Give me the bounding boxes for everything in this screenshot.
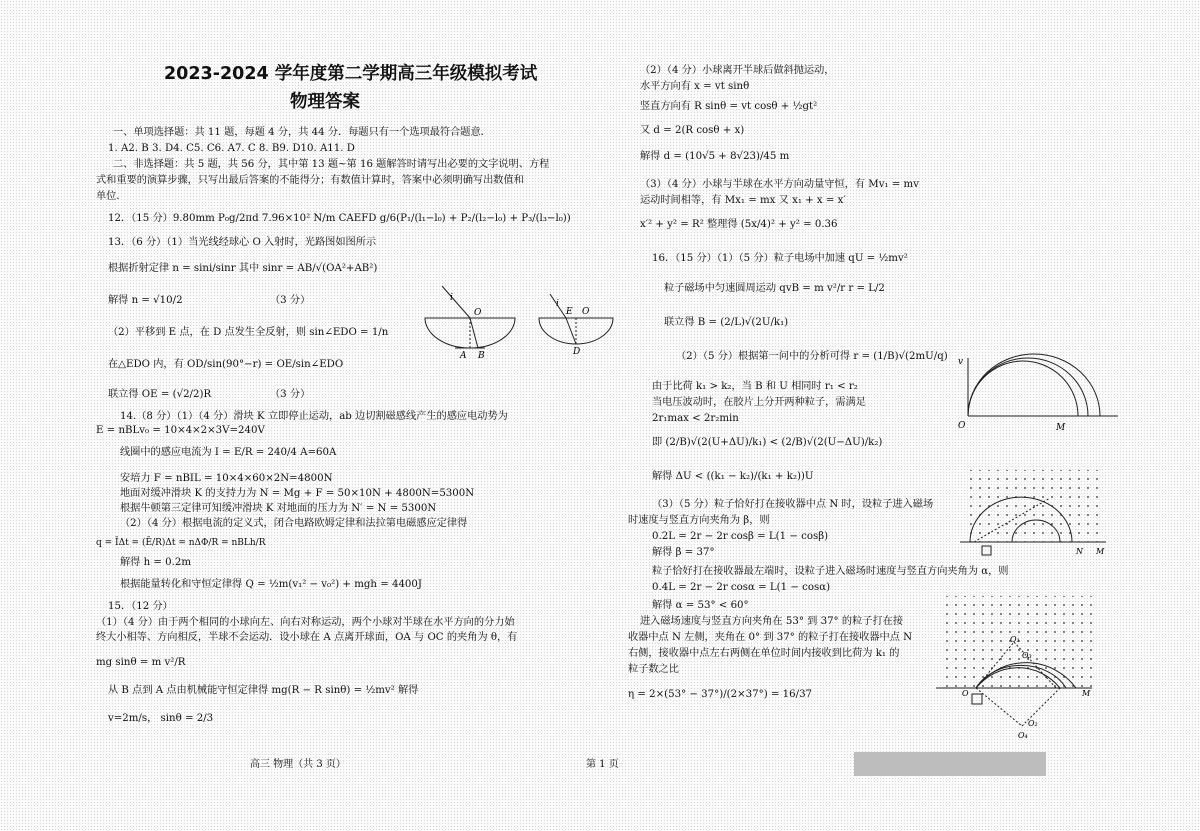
q14-line8: q = ĪΔt = (Ē/R)Δt = nΔΦ/R = nBLh/R — [96, 538, 266, 548]
fig13a-label-o: O — [474, 308, 482, 318]
r-line21: 解得 β = 37° — [652, 547, 715, 558]
grey-box — [854, 752, 1046, 776]
r-line9: 16．（15 分）（1）（5 分）粒子电场中加速 qU = ½mv² — [652, 253, 908, 264]
sec2-heading-line3: 单位． — [96, 191, 127, 202]
fig16c-label-o2: O₂ — [1028, 719, 1038, 728]
sec1-answers: 1. A2. B 3. D4. C5. C6. A7. C 8. B9. D10. A11. D — [108, 143, 355, 154]
fig13b-label-d: D — [573, 347, 581, 357]
fig13b-label-i: i — [556, 299, 559, 309]
q15-line3: 终大小相等、方向相反，半球不会运动．设小球在 A 点离开球面，OA 与 OC 的夹角为 θ，有 — [96, 632, 518, 643]
fig16c-diagram — [936, 594, 1096, 744]
r-line29: η = 2×(53° − 37°)/(2×37°) = 16/37 — [628, 689, 813, 700]
q14-line9: 解得 h = 0.2m — [120, 557, 192, 568]
q14-line2: E = nBLv₀ = 10×4×2×3V=240V — [96, 425, 265, 436]
r-line1: （2）（4 分）小球离开半球后做斜抛运动， — [640, 65, 835, 76]
r-line5: 解得 d = (10√5 + 8√23)/45 m — [640, 151, 790, 162]
fig16c-label-m: M — [1082, 689, 1091, 698]
r-line7: 运动时间相等，有 Mx₁ = mx 又 x₁ + x = x′ — [640, 195, 846, 206]
r-line25: 进入磁场速度与竖直方向夹角在 53° 到 37° 的粒子打在接 — [640, 616, 904, 627]
sec1-heading: 一、单项选择题：共 11 题，每题 4 分，共 44 分．每题只有一个选项最符合题意． — [113, 127, 491, 138]
r-line6: （3）（4 分）小球与半球在水平方向动量守恒，有 Mv₁ = mv — [640, 179, 919, 190]
footer-left: 高三 物理（共 3 页） — [250, 759, 346, 770]
q13-line1: 13．（6 分）（1）当光线经球心 O 入射时，光路图如图所示 — [108, 237, 377, 248]
fig13a-label-i: i — [450, 293, 453, 303]
sec2-heading-line1: 二、非选择题：共 5 题，共 56 分，其中第 13 题~第 16 题解答时请写出必要的文字说明、方程 — [113, 159, 550, 170]
q14-line6: 根据牛顿第三定律可知缓冲滑块 K 对地面的压力为 N′ = N = 5300N — [120, 503, 437, 514]
fig16a-label-o: O — [958, 421, 966, 431]
r-line18: （3）（5 分）粒子恰好打在接收器中点 N 时，设粒子进入磁场 — [652, 499, 934, 510]
fig13a-diagram — [420, 282, 520, 362]
r-line20: 0.2L = 2r − 2r cosβ = L(1 − cosβ) — [652, 531, 829, 542]
q14-line7: （2）（4 分）根据电流的定义式，闭合电路欧姆定律和法拉第电磁感应定律得 — [120, 518, 468, 529]
fig13b-diagram — [536, 290, 616, 360]
doc-subtitle: 物理答案 — [290, 92, 360, 112]
q15-line4: mg sinθ = m v²/R — [96, 657, 186, 668]
doc-title: 2023-2024 学年度第二学期高三年级模拟考试 — [164, 64, 538, 84]
fig16b-label-n: N — [1076, 547, 1083, 556]
fig16c-label-o1: O₁ — [1010, 635, 1020, 644]
r-line12: （2）（5 分）根据第一问中的分析可得 r = (1/B)√(2mU/q) — [676, 351, 948, 362]
q13-score1: （3 分） — [270, 295, 311, 306]
fig13b-label-e: E — [566, 307, 573, 317]
q13-line5: 在△EDO 内，有 OD/sin(90°−r) = OE/sin∠EDO — [108, 359, 344, 370]
r-line28: 粒子数之比 — [628, 664, 679, 675]
r-line26: 收器中点 N 左侧，夹角在 0° 到 37° 的粒子打在接收器中点 N — [628, 632, 913, 643]
r-line16: 即 (2/B)√(2(U+ΔU)/k₁) < (2/B)√(2(U−ΔU)/k₂) — [652, 437, 883, 448]
fig16c-label-o: O — [962, 689, 969, 698]
fig13a-label-a: A — [460, 351, 467, 361]
q13-line2: 根据折射定律 n = sini/sinr 其中 sinr = AB/√(OA²+AB²) — [108, 263, 378, 274]
q14-line4: 安培力 F = nBIL = 10×4×60×2N=4800N — [120, 473, 333, 484]
r-line8: x′² + y² = R² 整理得 (5x/4)² + y² = 0.36 — [640, 219, 838, 230]
footer-page-number: 第 1 页 — [586, 759, 619, 770]
r-line17: 解得 ΔU < ((k₁ − k₂)/(k₁ + k₂))U — [652, 471, 814, 482]
r-line22: 粒子恰好打在接收器最左端时，设粒子进入磁场时速度与竖直方向夹角为 α，则 — [652, 566, 1009, 577]
q15-line5: 从 B 点到 A 点由机械能守恒定律得 mg(R − R sinθ) = ½mv² 解得 — [108, 685, 419, 696]
fig16c-label-o4: O₄ — [1018, 731, 1028, 740]
r-line15: 2r₁max < 2r₂min — [652, 413, 739, 424]
q15-line2: （1）（4 分）由于两个相同的小球向左、向右对称运动，两个小球对半球在水平方向的分力始 — [96, 617, 515, 628]
q13-line3: 解得 n = √10/2 — [108, 295, 183, 306]
q13-line6: 联立得 OE = (√2/2)R — [108, 389, 212, 400]
r-line27: 右侧，接收器中点左右两侧在单位时间内接收到比荷为 k₁ 的 — [628, 648, 900, 659]
fig13b-label-o: O — [582, 307, 590, 317]
r-line4: 又 d = 2(R cosθ + x) — [640, 125, 745, 136]
r-line10: 粒子磁场中匀速圆周运动 qvB = m v²/r r = L/2 — [664, 283, 885, 294]
q14-line3: 线圈中的感应电流为 I = E/R = 240/4 A=60A — [120, 447, 337, 458]
fig16c-label-o3: O₃ — [1022, 651, 1032, 660]
fig13a-label-b: B — [478, 351, 485, 361]
q15-line1: 15．（12 分） — [108, 601, 173, 612]
fig16b-label-m: M — [1096, 547, 1105, 556]
fig16a-diagram — [954, 350, 1124, 432]
r-line14: 当电压波动时，在胶片上分开两种粒子，需满足 — [652, 397, 866, 408]
fig16b-diagram — [960, 468, 1110, 560]
r-line3: 竖直方向有 R sinθ = vt cosθ + ½gt² — [640, 101, 818, 112]
q14-line5: 地面对缓冲滑块 K 的支持力为 N = Mg + F = 50×10N + 4800N=5300N — [120, 488, 475, 499]
q15-line6: v=2m/s， sinθ = 2/3 — [108, 713, 214, 724]
r-line11: 联立得 B = (2/L)√(2U/k₁) — [664, 317, 789, 328]
r-line2: 水平方向有 x = vt sinθ — [640, 81, 750, 92]
q13-line4: （2）平移到 E 点，在 D 点发生全反射，则 sin∠EDO = 1/n — [108, 327, 389, 338]
r-line24: 解得 α = 53° < 60° — [652, 600, 749, 611]
q12-answer: 12．（15 分）9.80mm P₀g/2πd 7.96×10² N/m CAEFD g/6(P₁/(l₁−l₀) + P₂/(l₂−l₀) + P₃/(l₃−l₀)) — [108, 213, 571, 224]
q13-score2: （3 分） — [270, 389, 311, 400]
sec2-heading-line2: 式和重要的演算步骤，只写出最后答案的不能得分；有数值计算时，答案中必须明确写出数值和 — [96, 175, 524, 186]
q14-line1: 14.（8 分）（1）（4 分）滑块 K 立即停止运动，ab 边切割磁感线产生的感应电动势为 — [120, 411, 508, 422]
r-line19: 时速度与竖直方向夹角为 β，则 — [628, 515, 770, 526]
r-line13: 由于比荷 k₁ > k₂，当 B 和 U 相同时 r₁ < r₂ — [652, 381, 858, 392]
fig16a-label-m: M — [1056, 423, 1066, 432]
fig16a-label-v: v — [958, 357, 964, 367]
q14-line10: 根据能量转化和守恒定律得 Q = ½m(v₁² − v₀²) + mgh = 4400J — [120, 579, 422, 590]
r-line23: 0.4L = 2r − 2r cosα = L(1 − cosα) — [652, 582, 831, 593]
